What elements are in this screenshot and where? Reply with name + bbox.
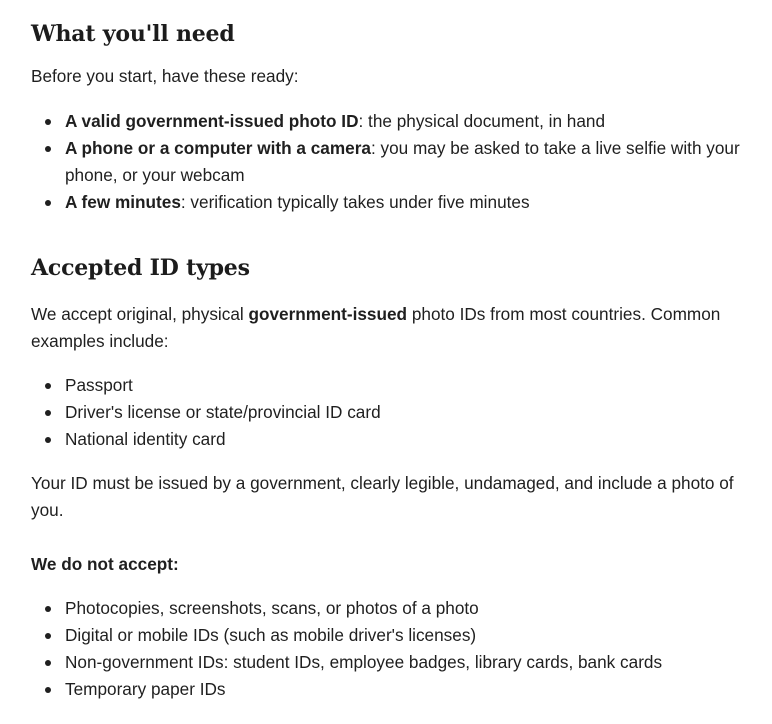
needs-list-item: [31, 189, 751, 216]
ids-intro-end: photo IDs from most countries. Common examples include:: [31, 304, 721, 351]
not-accepted-heading: [31, 551, 751, 578]
section-title-accepted-id-types: Accepted ID types: [31, 255, 250, 281]
needs-list: [31, 108, 751, 216]
accepted-id-item: Passport: [31, 372, 751, 399]
needs-list-item: [31, 108, 751, 135]
ids-intro-bold: government-issued: [248, 304, 408, 324]
needs-item-text: : verification typically takes under five minutes: [180, 192, 530, 212]
not-accepted-item: Non-government IDs: student IDs, employee badges, library cards, bank cards: [31, 649, 751, 676]
needs-item-bold: A few minutes: [65, 192, 181, 212]
id-requirement: Your ID must be issued by a government, clearly legible, undamaged, and include a photo of you.: [31, 473, 734, 520]
needs-intro: Before you start, have these ready:: [31, 66, 299, 86]
not-accepted-label: We do not accept:: [31, 554, 179, 574]
accepted-ids-list: [31, 372, 751, 453]
needs-list-item: [31, 135, 751, 189]
needs-item-bold: A phone or a computer with a camera: [65, 138, 371, 158]
section-title-what-youll-need: What you'll need: [31, 21, 235, 47]
accepted-id-item: National identity card: [31, 426, 751, 453]
needs-item-text: : the physical document, in hand: [358, 111, 606, 131]
accepted-id-item: Driver's license or state/provincial ID card: [31, 399, 751, 426]
not-accepted-list: [31, 595, 751, 703]
needs-item-text: : you may be asked to take a live selfie with your phone, or your webcam: [65, 138, 740, 185]
ids-intro: [31, 301, 751, 355]
not-accepted-item: Digital or mobile IDs (such as mobile driver's licenses): [31, 622, 751, 649]
not-accepted-item: Photocopies, screenshots, scans, or photos of a photo: [31, 595, 751, 622]
not-accepted-item: Temporary paper IDs: [31, 676, 751, 703]
article-content: [31, 18, 751, 703]
needs-item-bold: A valid government-issued photo ID: [65, 111, 359, 131]
ids-intro-start: We accept original, physical: [31, 304, 249, 324]
